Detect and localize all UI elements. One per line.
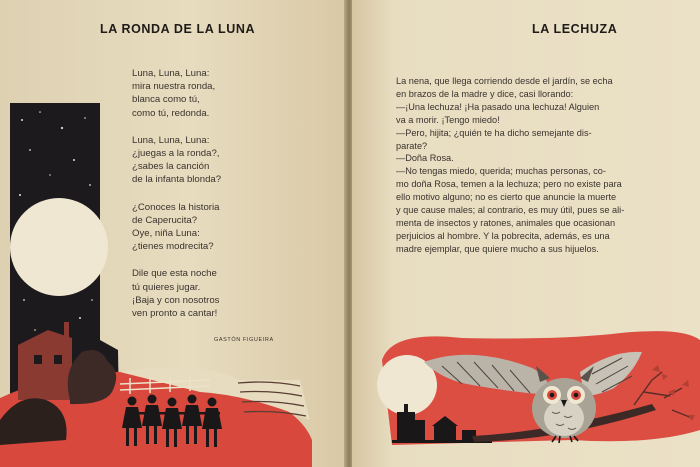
story-line: y que cause males; al contrario, es muy útil, pues se ali-	[396, 205, 625, 216]
poem-title: LA RONDA DE LA LUNA	[100, 22, 256, 36]
poem-line: Oye, niña Luna:	[132, 228, 200, 240]
right-page	[352, 0, 700, 467]
poem-author: GASTÓN FIGUEIRA	[214, 337, 274, 343]
story-line: —¡Una lechuza! ¡Ha pasado una lechuza! Alguien	[396, 101, 600, 112]
story-title: LA LECHUZA	[532, 22, 618, 36]
story-body	[396, 75, 672, 256]
story-line: ello motivo alguno; no es cierto que anuncie la muerte	[396, 192, 617, 203]
poem-line: ven pronto a cantar!	[132, 308, 218, 320]
story-line: madre ejemplar, que quiere mucho a sus hijuelos.	[396, 243, 599, 254]
story-line: —Pero, hijita; ¿quién te ha dicho semejante dis-	[396, 127, 592, 138]
poem-line: tú quieres jugar.	[132, 281, 201, 293]
poem-line: como tú, redonda.	[132, 107, 210, 119]
poem-line: ¡Baja y con nosotros	[132, 294, 220, 306]
story-line: menta de insectos y ratones, animales que ocasionan	[396, 217, 616, 228]
poem-line: de la infanta blonda?	[132, 174, 222, 186]
story-line: —No tengas miedo, querida; muchas personas, co-	[396, 166, 606, 177]
poem-line: Dile que esta noche	[132, 268, 217, 280]
story-line: mo doña Rosa, temen a la lechuza; pero no existe para	[396, 179, 622, 190]
poem-stanza-2	[132, 134, 322, 187]
poem-line: ¿sabes la canción	[132, 161, 210, 173]
poem-line: de Caperucita?	[132, 214, 198, 226]
poem-line: blanca como tú,	[132, 94, 200, 106]
poem-line: Luna, Luna, Luna:	[132, 134, 210, 146]
poem-body	[132, 67, 322, 334]
poem-stanza-4	[132, 267, 322, 320]
poem-stanza-1	[132, 67, 322, 120]
left-page	[0, 0, 346, 467]
poem-line: ¿Conoces la historia	[132, 201, 220, 213]
story-line: va a morir. ¡Tengo miedo!	[396, 114, 500, 125]
poem-line: Luna, Luna, Luna:	[132, 68, 210, 79]
story-line: —Doña Rosa.	[396, 153, 454, 164]
poem-stanza-3	[132, 201, 322, 254]
story-line: perjuicios al hombre. Y la pobrecita, además, es una	[396, 230, 610, 241]
story-line: en brazos de la madre y dice, casi llorando:	[396, 88, 574, 99]
poem-line: ¿juegas a la ronda?,	[132, 148, 220, 160]
story-line: parate?	[396, 140, 428, 151]
story-line: La nena, que llega corriendo desde el jardín, se echa	[396, 76, 613, 86]
poem-line: ¿tienes modrecita?	[132, 241, 214, 253]
poem-line: mira nuestra ronda,	[132, 81, 216, 93]
